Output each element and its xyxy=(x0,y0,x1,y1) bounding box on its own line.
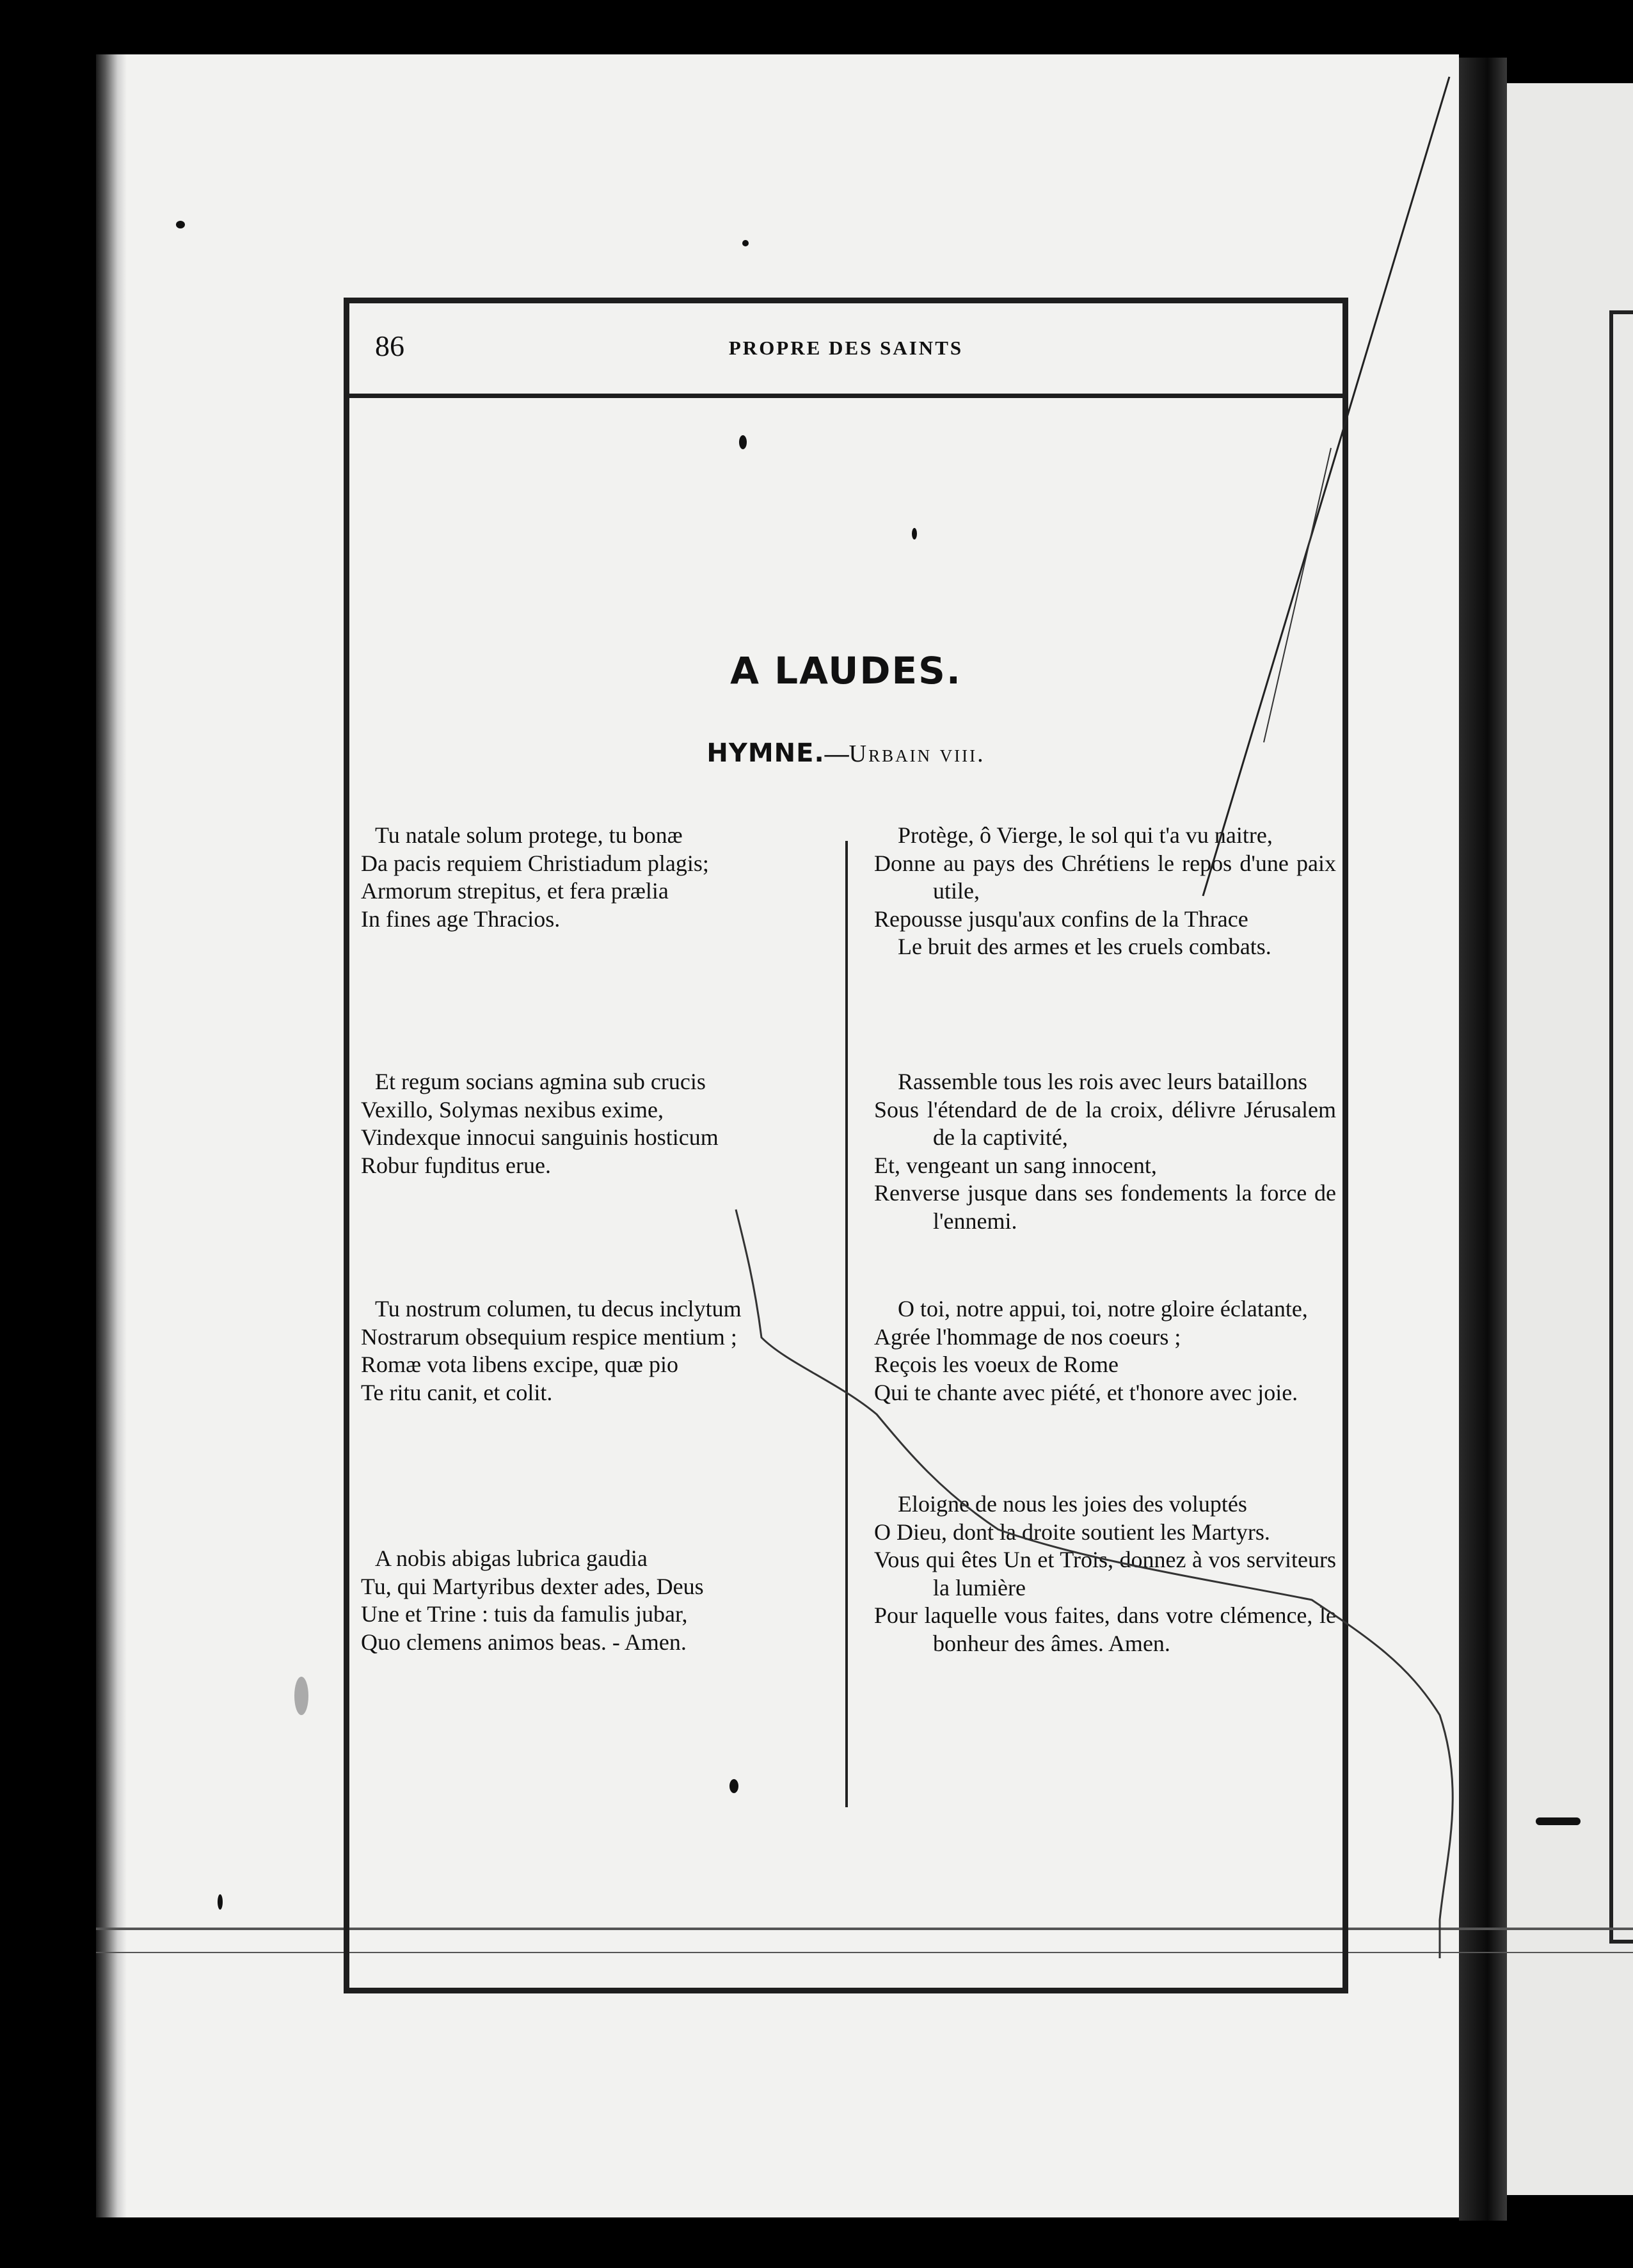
column-rule xyxy=(845,841,848,1807)
verse-line: Romæ vota libens excipe, quæ pio xyxy=(361,1352,678,1377)
verse-line: Rassemble tous les rois avec leurs bataillons xyxy=(898,1069,1307,1094)
verse-line: Vous qui êtes Un et Trois, donnez à vos serviteurs la lumière xyxy=(874,1547,1336,1601)
latin-stanza xyxy=(361,822,828,933)
verse-line: Eloigne de nous les joies des voluptés xyxy=(898,1491,1247,1517)
verse-line: Nostrarum obsequium respice mentium ; xyxy=(361,1323,737,1350)
french-stanza xyxy=(874,822,1336,961)
verse-line: Agrée l'hommage de nos coeurs ; xyxy=(874,1323,1181,1350)
verse-line: Reçois les voeux de Rome xyxy=(874,1352,1119,1377)
verse-line: O toi, notre appui, toi, notre gloire éclatante, xyxy=(898,1296,1308,1322)
section-title: A LAUDES. xyxy=(730,649,962,692)
page-frame xyxy=(344,298,1348,1993)
ink-speck xyxy=(742,240,749,246)
verse-line: Da pacis requiem Christiadum plagis; xyxy=(361,850,709,876)
verse-line: Tu nostrum columen, tu decus inclytum xyxy=(375,1296,742,1322)
verse-line: Une et Trine : tuis da famulis jubar, xyxy=(361,1601,688,1627)
ink-speck xyxy=(1536,1817,1581,1825)
facing-page-frame xyxy=(1609,310,1633,1944)
verse-line: Quo clemens animos beas. - Amen. xyxy=(361,1629,687,1655)
latin-stanza xyxy=(361,1068,828,1179)
verse-line: Vexillo, Solymas nexibus exime, xyxy=(361,1096,664,1122)
verse-line: Repousse jusqu'aux confins de la Thrace xyxy=(874,906,1248,932)
verse-line: O Dieu, dont la droite soutient les Martyrs. xyxy=(874,1519,1270,1545)
page-gutter xyxy=(1459,58,1507,2221)
book-spine-shadow xyxy=(96,54,127,2217)
verse-line: Renverse jusque dans ses fondements la force de l'ennemi. xyxy=(874,1180,1336,1234)
hymn-label: HYMNE. xyxy=(706,739,825,768)
verse-line: Robur fuɲditus erue. xyxy=(361,1152,551,1178)
hymn-heading xyxy=(349,739,1342,768)
french-stanza xyxy=(874,1490,1336,1657)
verse-line: Te ritu canit, et colit. xyxy=(361,1379,553,1405)
ink-speck xyxy=(912,528,917,539)
running-head: PROPRE DES SAINTS xyxy=(728,337,964,359)
verse-line: Sous l'étendard de de la croix, délivre Jérusalem de la captivité, xyxy=(874,1096,1336,1150)
ink-speck xyxy=(176,221,185,228)
header-box xyxy=(349,303,1342,398)
hymn-separator: — xyxy=(824,740,849,767)
latin-stanza xyxy=(361,1295,828,1407)
ink-speck xyxy=(729,1779,738,1793)
french-stanza xyxy=(874,1068,1336,1235)
hymn-author: Urbain viii. xyxy=(848,740,985,767)
verse-line: In fines age Thracios. xyxy=(361,906,561,932)
verse-line: A nobis abigas lubrica gaudia xyxy=(375,1545,648,1571)
french-stanza xyxy=(874,1295,1336,1407)
verse-line: Armorum strepitus, et fera prælia xyxy=(361,878,669,904)
verse-line: Tu natale solum protege, tu bonæ xyxy=(375,822,683,848)
verse-line: Vindexque innocui sanguinis hosticum xyxy=(361,1124,719,1150)
verse-line: Le bruit des armes et les cruels combats. xyxy=(898,934,1271,959)
verse-line: Qui te chante avec piété, et t'honore avec joie. xyxy=(874,1379,1298,1405)
verse-line: Protège, ô Vierge, le sol qui t'a vu naitre, xyxy=(898,822,1273,848)
verse-line: Et, vengeant un sang innocent, xyxy=(874,1152,1157,1178)
ink-smudge xyxy=(294,1677,308,1715)
verse-line: Et regum socians agmina sub crucis xyxy=(375,1069,706,1094)
verse-line: Pour laquelle vous faites, dans votre clémence, le bonheur des âmes. Amen. xyxy=(874,1602,1336,1656)
latin-stanza xyxy=(361,1545,828,1656)
page-number: 86 xyxy=(375,330,404,362)
verse-line: Tu, qui Martyribus dexter ades, Deus xyxy=(361,1573,704,1599)
ink-speck xyxy=(218,1894,223,1910)
ink-speck xyxy=(739,435,747,449)
verse-line: Donne au pays des Chrétiens le repos d'une paix utile, xyxy=(874,850,1336,904)
